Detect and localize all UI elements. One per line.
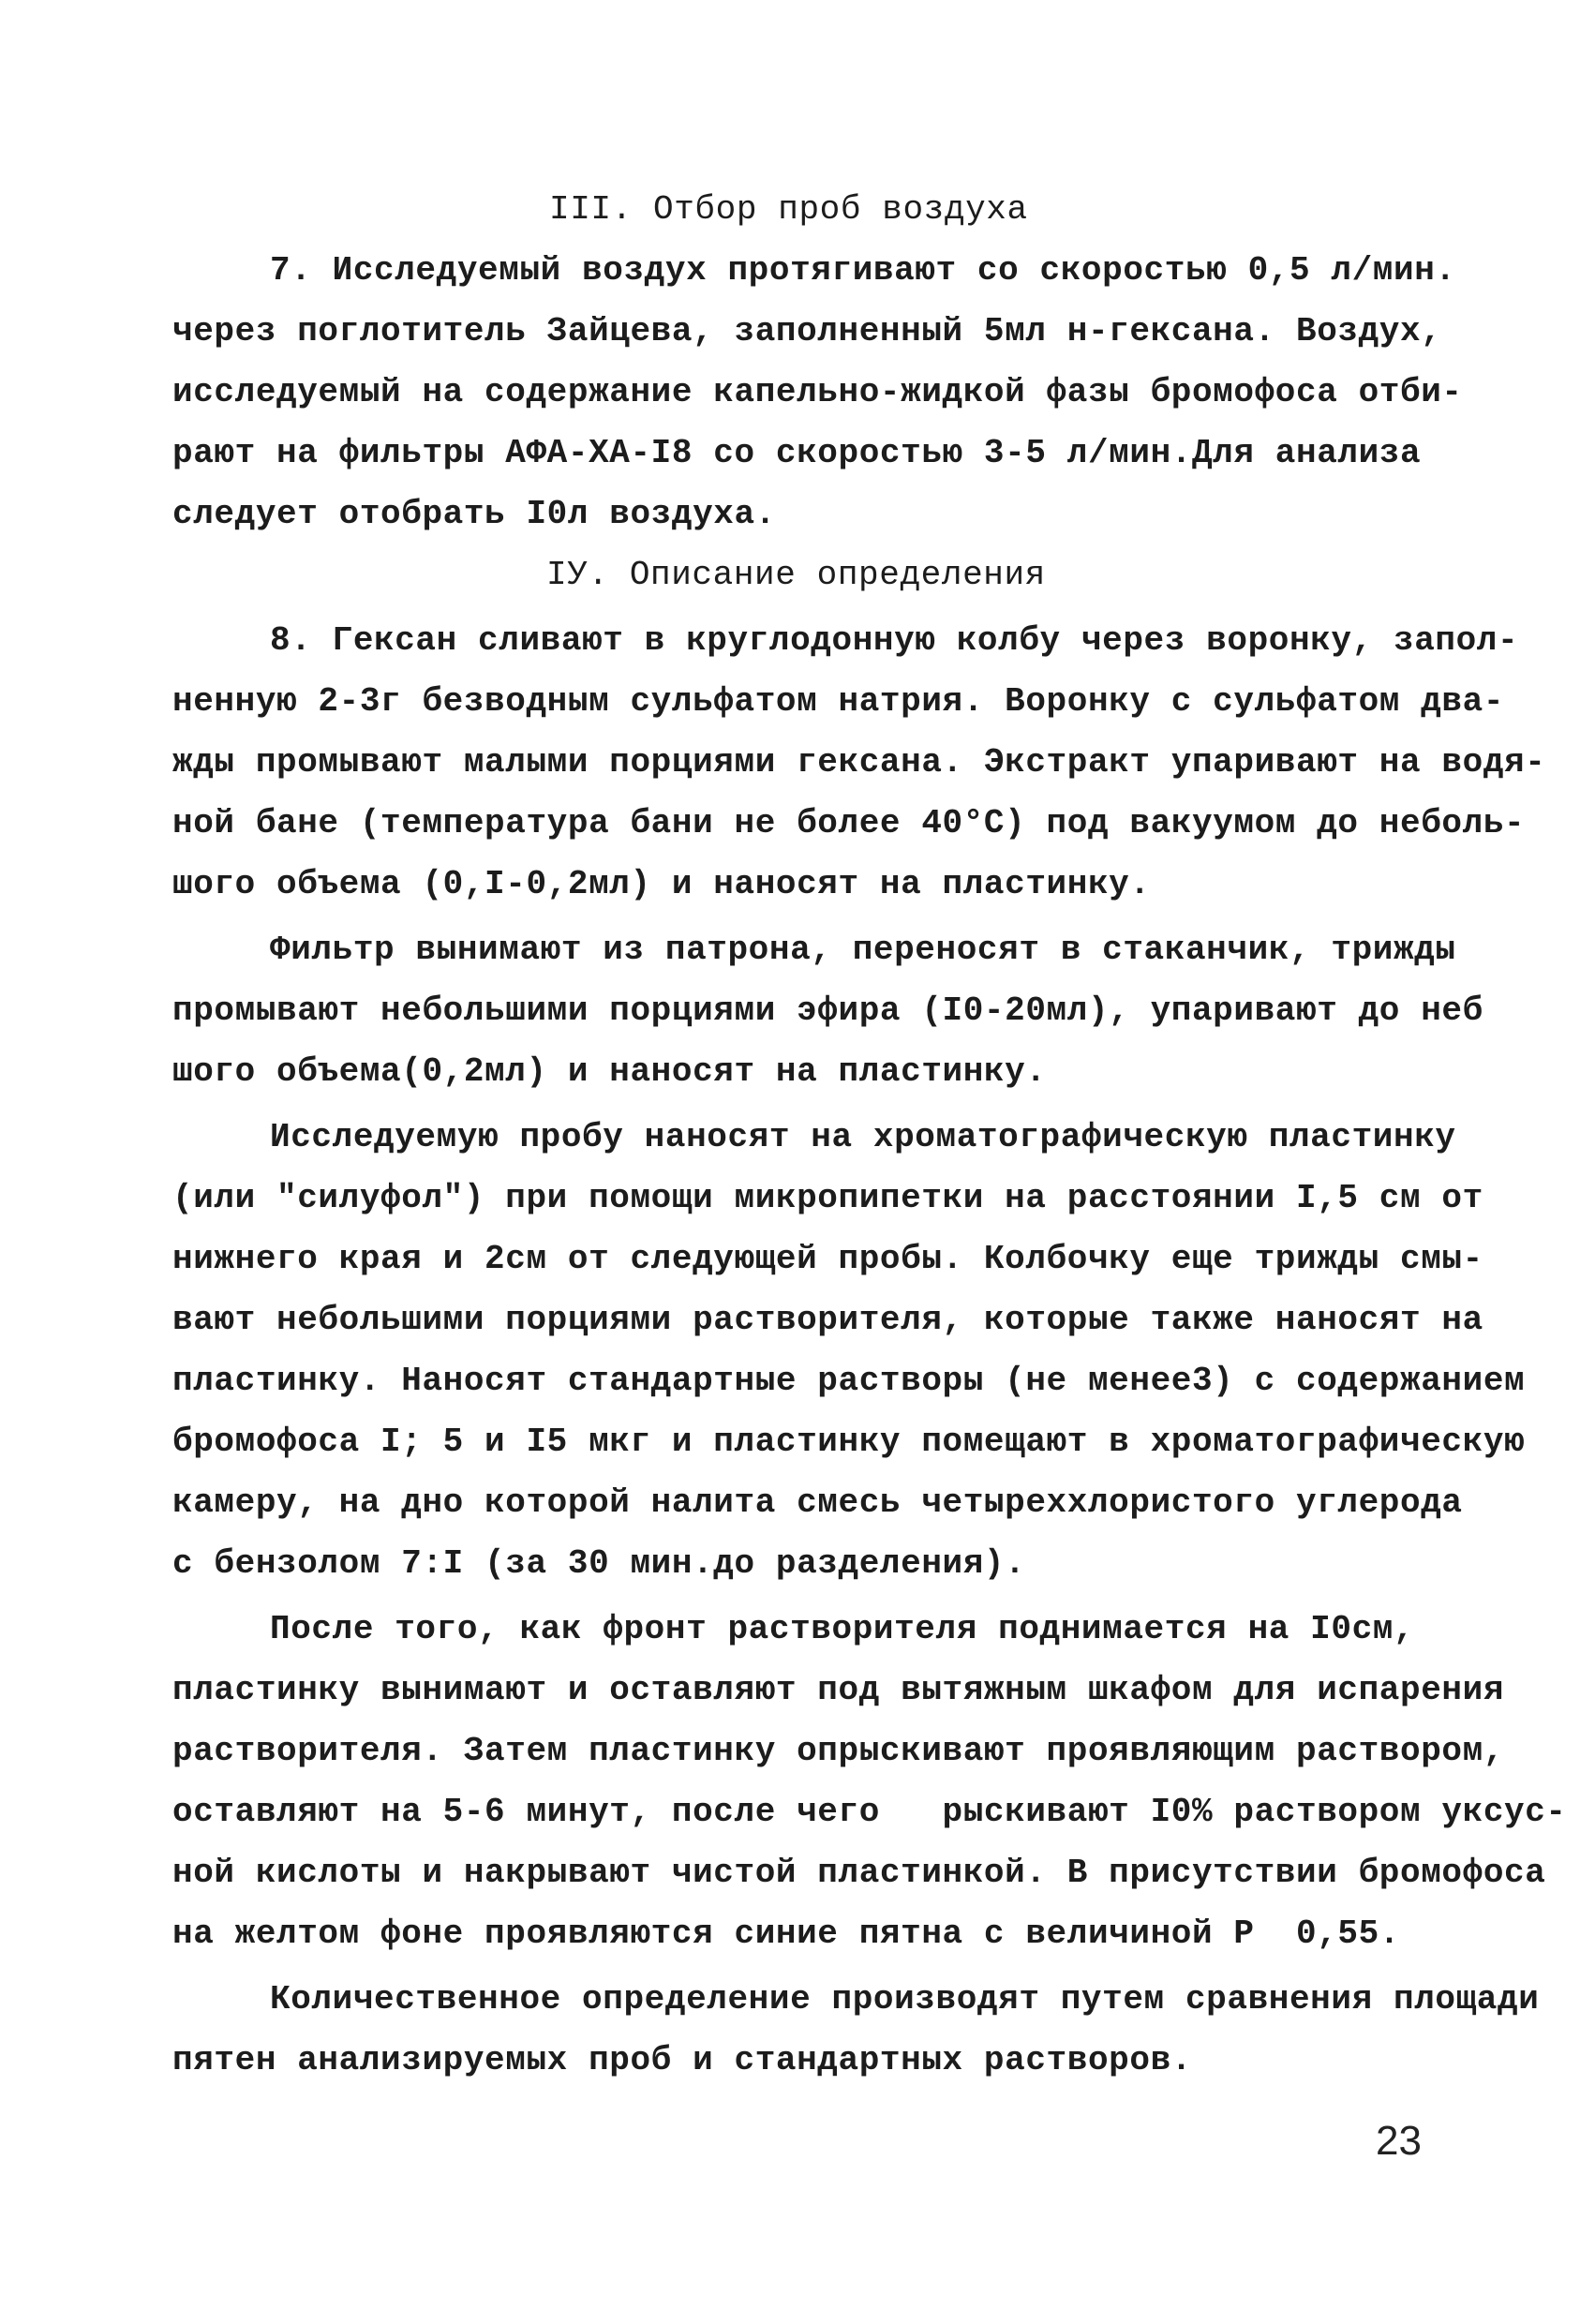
sample-paragraph-line: вают небольшими порциями растворителя, которые также наносят на xyxy=(172,1301,1483,1339)
page-number: 23 xyxy=(1376,2118,1422,2164)
after-paragraph-line: оставляют на 5-6 минут, после чего рыскивают I0% раствором уксус- xyxy=(172,1793,1567,1831)
sample-paragraph-line: Исследуемую пробу наносят на хроматографическую пластинку xyxy=(270,1118,1456,1156)
quant-paragraph-line: Количественное определение производят путем сравнения площади xyxy=(270,1980,1540,2019)
paragraph-7-line: 7. Исследуемый воздух протягивают со скоростью 0,5 л/мин. xyxy=(270,251,1456,290)
paragraph-7-line: исследуемый на содержание капельно-жидкой фазы бромофоса отби- xyxy=(172,373,1463,411)
paragraph-8-line: жды промывают малыми порциями гексана. Экстракт упаривают на водя- xyxy=(172,743,1546,782)
paragraph-7-line: следует отобрать I0л воздуха. xyxy=(172,495,776,533)
section-4-heading: IУ. Описание определения xyxy=(546,556,1046,594)
after-paragraph-line: растворителя. Затем пластинку опрыскивают проявляющим раствором, xyxy=(172,1732,1505,1770)
sample-paragraph-line: с бензолом 7:I (за 30 мин.до разделения). xyxy=(172,1544,1026,1583)
filter-paragraph-line: Фильтр вынимают из патрона, переносят в стаканчик, трижды xyxy=(270,931,1456,969)
sample-paragraph-line: (или "силуфол") при помощи микропипетки на расстоянии I,5 см от xyxy=(172,1179,1483,1217)
paragraph-8-line: ненную 2-3г безводным сульфатом натрия. Воронку с сульфатом два- xyxy=(172,682,1505,721)
after-paragraph-line: пластинку вынимают и оставляют под вытяжным шкафом для испарения xyxy=(172,1671,1505,1709)
quant-paragraph-line: пятен анализируемых проб и стандартных растворов. xyxy=(172,2041,1192,2079)
sample-paragraph-line: пластинку. Наносят стандартные растворы (не менее3) с содержанием xyxy=(172,1362,1526,1400)
filter-paragraph-line: промывают небольшими порциями эфира (I0-20мл), упаривают до неб xyxy=(172,991,1483,1030)
section-3-heading: III. Отбор проб воздуха xyxy=(549,190,1028,229)
paragraph-7-line: рают на фильтры АФА-ХА-I8 со скоростью 3-5 л/мин.Для анализа xyxy=(172,434,1422,472)
after-paragraph-line: на желтом фоне проявляются синие пятна с величиной Р 0,55. xyxy=(172,1914,1401,1953)
paragraph-8-line: 8. Гексан сливают в круглодонную колбу через воронку, запол- xyxy=(270,621,1519,660)
filter-paragraph-line: шого объема(0,2мл) и наносят на пластинку. xyxy=(172,1052,1047,1091)
paragraph-8-line: ной бане (температура бани не более 40°С) под вакуумом до неболь- xyxy=(172,804,1526,842)
sample-paragraph-line: бромофоса I; 5 и I5 мкг и пластинку помещают в хроматографическую xyxy=(172,1423,1526,1461)
paragraph-7-line: через поглотитель Зайцева, заполненный 5мл н-гексана. Воздух, xyxy=(172,312,1442,350)
paragraph-8-line: шого объема (0,I-0,2мл) и наносят на пластинку. xyxy=(172,865,1151,903)
after-paragraph-line: После того, как фронт растворителя поднимается на I0см, xyxy=(270,1610,1415,1648)
after-paragraph-line: ной кислоты и накрывают чистой пластинкой. В присутствии бромофоса xyxy=(172,1854,1546,1892)
sample-paragraph-line: нижнего края и 2см от следующей пробы. Колбочку еще трижды смы- xyxy=(172,1240,1483,1278)
sample-paragraph-line: камеру, на дно которой налита смесь четыреххлористого углерода xyxy=(172,1483,1463,1522)
